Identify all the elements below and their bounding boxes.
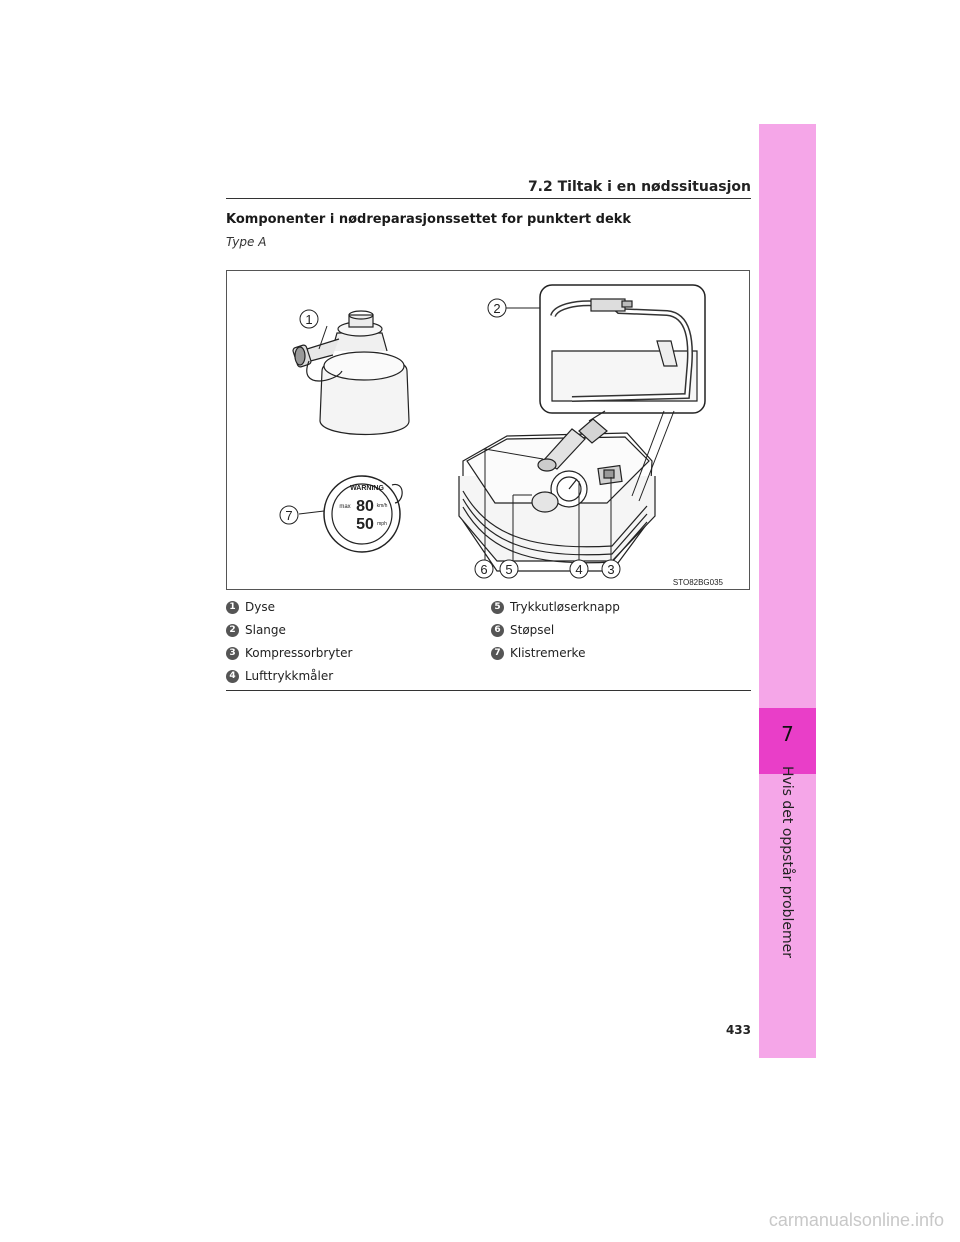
sealant-bottle-illustration <box>292 311 409 435</box>
callout-6: 6 <box>480 562 488 577</box>
legend-label: Kompressorbryter <box>245 646 353 660</box>
legend-label: Klistremerke <box>510 646 586 660</box>
compressor-illustration <box>459 411 655 571</box>
page-subheading: Komponenter i nødreparasjonssettet for punktert dekk <box>226 212 632 227</box>
section-heading: 7.2 Tiltak i en nødssituasjon <box>527 179 751 195</box>
sticker-max-label: max <box>339 504 351 510</box>
section-end-divider <box>226 690 751 691</box>
legend-item-sticker <box>491 646 585 660</box>
sticker-speed-mph: 50 <box>356 516 374 533</box>
chapter-title: Hvis det oppstår problemer <box>779 765 795 959</box>
legend-number: 2 <box>226 624 239 637</box>
legend-item-release-button <box>491 600 620 614</box>
legend-item-pressure-gauge <box>226 669 333 683</box>
repair-kit-figure <box>226 270 750 590</box>
sticker-speed-kmh: 80 <box>356 498 374 515</box>
callout-2: 2 <box>493 301 501 316</box>
figure-code: STO82BG035 <box>672 578 723 587</box>
legend-item-plug <box>491 623 554 637</box>
legend-label: Slange <box>245 623 286 637</box>
legend-item-nozzle <box>226 600 275 614</box>
type-label: Type A <box>226 235 267 249</box>
callout-7: 7 <box>285 508 293 523</box>
callout-5: 5 <box>505 562 513 577</box>
sticker-warning-text: WARNING <box>350 485 384 492</box>
legend-item-hose <box>226 623 286 637</box>
callout-1: 1 <box>305 312 313 327</box>
callout-3: 3 <box>607 562 615 577</box>
watermark-text: carmanualsonline.info <box>768 1210 944 1230</box>
sticker-unit-kmh: km/h <box>376 503 388 509</box>
legend-label: Lufttrykkmåler <box>245 669 334 683</box>
callout-4: 4 <box>575 562 583 577</box>
sticker-unit-mph: mph <box>377 521 387 527</box>
legend-number: 5 <box>491 601 504 614</box>
legend-number: 7 <box>491 647 504 660</box>
hose-inset-illustration <box>540 285 705 413</box>
legend-label: Dyse <box>245 600 275 614</box>
legend-label: Støpsel <box>510 623 555 637</box>
legend-item-compressor-switch <box>226 646 352 660</box>
chapter-number: 7 <box>781 722 794 746</box>
page-number: 433 <box>725 1023 751 1037</box>
watermark <box>0 1210 960 1231</box>
legend-label: Trykkutløserknapp <box>510 600 620 614</box>
repair-kit-illustration <box>227 271 749 589</box>
legend-number: 6 <box>491 624 504 637</box>
legend-number: 3 <box>226 647 239 660</box>
header-divider <box>226 198 751 199</box>
legend-number: 1 <box>226 601 239 614</box>
legend-number: 4 <box>226 670 239 683</box>
